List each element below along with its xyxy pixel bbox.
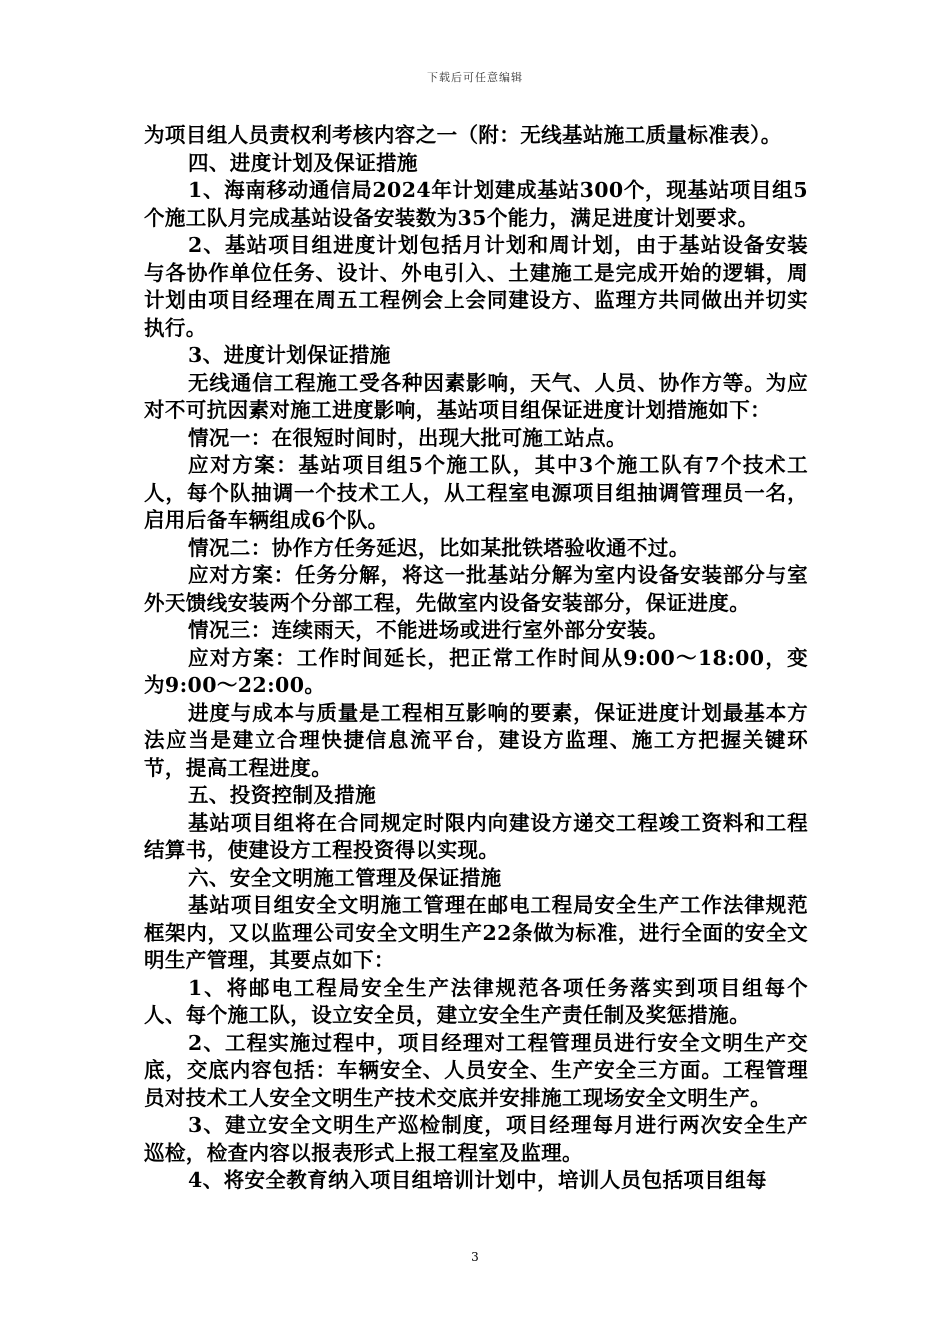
heading-investment-control: 五、投资控制及措施 (188, 783, 377, 807)
paragraph-8: 应对方案：基站项目组5个施工队，其中3个施工队有7个技术工人，每个队抽调一个技术工人，从工程室电源项目组抽调管理员一名，启用后备车辆组成6个队。 (144, 453, 808, 532)
paragraph-3: 1、海南移动通信局2024年计划建成基站300个，现基站项目组5个施工队月完成基站设备安装数为35个能力，满足进度计划要求。 (144, 178, 808, 230)
paragraph-12: 应对方案：工作时间延长，把正常工作时间从9:00～18:00，变为9:00～22:00。 (144, 645, 808, 697)
paragraph-1: 为项目组人员责权利考核内容之一（附：无线基站施工质量标准表）。 (144, 123, 782, 147)
paragraph-18: 1、将邮电工程局安全生产法律规范各项任务落实到项目组每个人、每个施工队，设立安全员，建立安全生产责任制及奖惩措施。 (144, 975, 808, 1027)
paragraph-20: 3、建立安全文明生产巡检制度，项目经理每月进行两次安全生产巡检，检查内容以报表形式上报工程室及监理。 (144, 1113, 808, 1165)
paragraph-11: 情况三：连续雨天，不能进场或进行室外部分安装。 (188, 618, 669, 642)
subheading-progress-measures: 3、进度计划保证措施 (188, 343, 391, 367)
page-header-note: 下载后可任意编辑 (427, 71, 523, 84)
paragraph-19: 2、工程实施过程中，项目经理对工程管理员进行安全文明生产交底，交底内容包括：车辆安全、人员安全、生产安全三方面。工程管理员对技术工人安全文明生产技术交底并安排施工现场安全文明生产。 (144, 1030, 808, 1110)
paragraph-17: 基站项目组安全文明施工管理在邮电工程局安全生产工作法律规范框架内，又以监理公司安全文明生产22条做为标准，进行全面的安全文明生产管理，其要点如下： (144, 893, 808, 972)
page-number: 3 (471, 1250, 479, 1264)
paragraph-6: 无线通信工程施工受各种因素影响，天气、人员、协作方等。为应对不可抗因素对施工进度影响，基站项目组保证进度计划措施如下： (144, 370, 808, 422)
heading-safety-management: 六、安全文明施工管理及保证措施 (188, 865, 502, 890)
paragraph-9: 情况二：协作方任务延迟，比如某批铁塔验收通不过。 (188, 535, 690, 560)
document-body (144, 122, 808, 1195)
paragraph-21: 4、将安全教育纳入项目组培训计划中，培训人员包括项目组每 (188, 1168, 767, 1192)
paragraph-10: 应对方案：任务分解，将这一批基站分解为室内设备安装部分与室外天馈线安装两个分部工程，先做室内设备安装部分，保证进度。 (144, 563, 808, 615)
paragraph-4: 2、基站项目组进度计划包括月计划和周计划，由于基站设备安装与各协作单位任务、设计、外电引入、土建施工是完成开始的逻辑，周计划由项目经理在周五工程例会上会同建设方、监理方共同做出并切实执行。 (144, 233, 808, 340)
paragraph-7: 情况一：在很短时间时，出现大批可施工站点。 (188, 425, 627, 450)
heading-progress-plan: 四、进度计划及保证措施 (188, 150, 418, 175)
paragraph-13: 进度与成本与质量是工程相互影响的要素，保证进度计划最基本方法应当是建立合理快捷信息流平台，建设方监理、施工方把握关键环节，提高工程进度。 (144, 700, 808, 780)
paragraph-15: 基站项目组将在合同规定时限内向建设方递交工程竣工资料和工程结算书，使建设方工程投资得以实现。 (144, 810, 808, 862)
